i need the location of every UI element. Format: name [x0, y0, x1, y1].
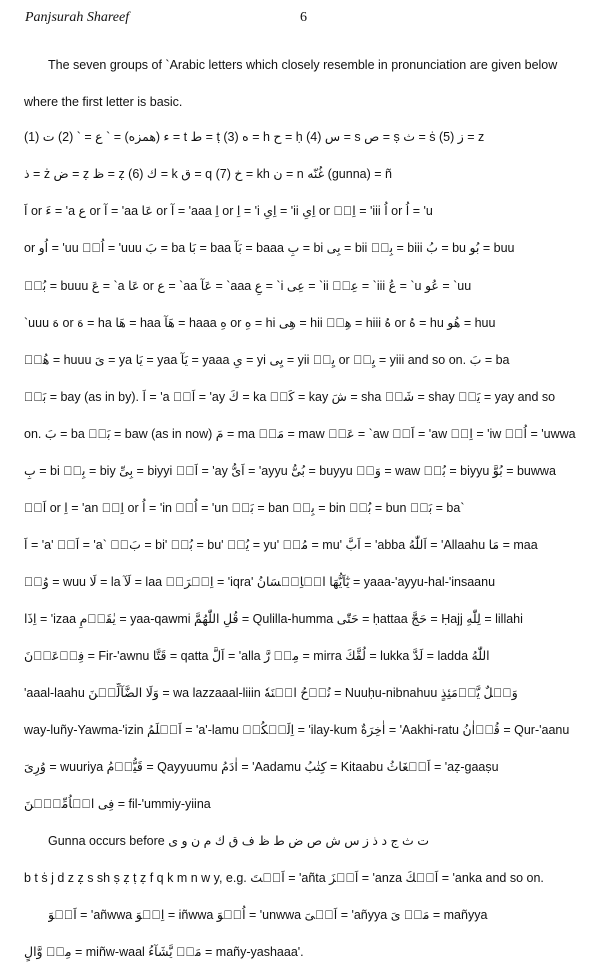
text-line: فِرۡعَوۡنَ = Fir-'awnu قَتَّا = qatta اَلَّ = 'alla مِنۡ رَّ = mirra لُقَّكَ = lukka لَدَّ = ladda اللّٰهُ	[24, 649, 490, 663]
text-line: وُوۡ = wuu لَا = la لَآ = laa اِقۡرَءۡ = 'iqra' یٰٓاَیُّهَا الۡاِنۡسَانُ = yaaa-'ayyu-hal-'insaanu	[24, 575, 496, 589]
text-line: 'aaal-laahu وَلَا الضَّآلِّیۡنَ = wa lazzaaal-liiin نُوۡحُ ابۡنَهٗ = Nuuḥu-nibnahuu وَیۡلٌ یَّوۡمَئِذٍ	[24, 686, 518, 700]
text-line: اَنۡ or اِ = 'an اِنۡ or اُ = 'in اُنۡ = 'un بَنۡ = ban بِنۡ = bin بُنۡ = bun بَعۡ = ba`	[24, 501, 465, 515]
text-line: اَنۡوَ = 'añwwa اِنۡوَ = iñwwa اُنۡوَ = 'unwwa اَنۡیَ = 'añyya مَنۡ یَ = mañyya	[48, 908, 488, 922]
text-line: The seven groups of `Arabic letters which closely resemble in pronunciation are given below	[48, 58, 558, 72]
text-line: or اُو = 'uu اُوۡ = 'uuu بَ = ba بَا = baa بَآ = baaa بِ = bi بِی = bii بِیۡ = biii بُ = bu بُو = buu	[24, 241, 515, 255]
text-line: ذ = ż ض = ẓ ظ = ẓ (6) ك = k ق = q (7) خ = kh ن = n غُنّه (gunna) = ñ	[24, 167, 392, 181]
book-title: Panjsurah Shareef	[25, 10, 130, 25]
text-line: مِنۡ وَّالٍ = miñw-waal مَنۡ یَّشَآءُ = mañy-yashaaa'.	[24, 945, 304, 959]
text-line: اِذَا = 'izaa یٰقَوۡمِ = yaa-qawmi قُلِ اللّٰهُمَّ = Qulilla-humma حَتّٰی = ḥattaa حَجَّ = Ḥajj لِلّٰهِ = lillahi	[24, 612, 523, 626]
text-line: اَ or ءَ = 'a ع or آ = 'aa عَا or آ = 'aaa اِ or اِ = 'i اِیِ = 'ii اِیِ or اِیۡ = 'iii اُ or اُ = 'u	[24, 204, 433, 218]
text-line: اَ = 'a' اَعۡ = 'a` بَءۡ = bi' بُوۡ = bu' یُوۡ = yu' مُوۡ = mu' اَبَّ = 'abba اَللّٰهُ = 'Allaahu مَا = maa	[24, 538, 538, 552]
page-header	[25, 10, 575, 30]
text-line: بَیۡ = bay (as in by). اَ = 'a اَیۡ = 'ay كَ = ka كَیۡ = kay شَ = sha شَیۡ = shay یَیۡ = yay and so	[24, 390, 556, 404]
text-line: `uuu هَ or هَ = ha هَا = haa هَآ = haaa هِ or هِ = hi هِی = hii هِیۡ = hiii هُ or هُ = hu هُو = huu	[24, 316, 496, 330]
text-line: هُوۡ = huuu یَ = ya یَا = yaa یَآ = yaaa یِ = yi یِی = yii یِیۡ or یِیۡ = yiii and so on. بَ = ba	[24, 353, 510, 367]
page-number: 6	[300, 10, 307, 25]
text-line: on. بَ = ba بَوۡ = baw (as in now) مَ = ma مَوۡ = maw عَوۡ = `aw اَوۡ = 'aw اِوۡ = 'iw اُوۡ = 'uwwa	[24, 427, 576, 441]
text-line: فِی الۡاُمِّیّٖنَ = fil-'ummiy-yiina	[24, 797, 211, 811]
text-line: b t ṡ j d z ẓ s sh ṣ ẓ ṭ ẓ f q k m n w y, e.g. اَنۡتَ = 'añta اَنۡزَ = 'anza اَنۡكَ = 'anka and so on.	[24, 871, 544, 885]
text-line: بِ = bi بِیۡ = biy بِیِّ = biyyi اَیۡ = 'ay اَیُّ = 'ayyu بُیُّ = buyyu وَوۡ = waw بُیۡ = biyyu بُوَّ = buwwa	[24, 464, 556, 478]
text-line: Gunna occurs before ت ث ج د ذ ز س ش ص ض ط ظ ف ق ك م ن و ی	[48, 834, 430, 848]
text-line: way-luñy-Yawma-'izin اَعۡلَمُ = 'a'-lamu اِلَیۡكُمۡ = 'ilay-kum اٰخِرَةٌ = 'Aakhi-ratu قُرۡاٰنُ = Qur-'aanu	[24, 723, 570, 737]
text-line: وُرِیَ = wuuriya قَیُّوۡمُ = Qayyuumu اٰدَمُ = 'Aadamu كِتٰبُ = Kitaabu اَضۡغَاثُ = 'aẓ-gaaṣu	[24, 760, 499, 774]
text-line: (1) ء (همزه) = ` ع = ` (2) ت = t ط = ṭ (3) ه = h ح = ḥ (4) س = s ص = ṣ ث = ṡ (5) ز = z	[24, 130, 485, 144]
text-line: where the first letter is basic.	[24, 95, 183, 109]
text-line: بُوۡ = buuu عَ = `a عَا or ع = `aa عَآ = `aaa عِ = `i عِی = `ii عِیۡ = `iii عُ = `u عُو = `uu	[24, 279, 472, 293]
